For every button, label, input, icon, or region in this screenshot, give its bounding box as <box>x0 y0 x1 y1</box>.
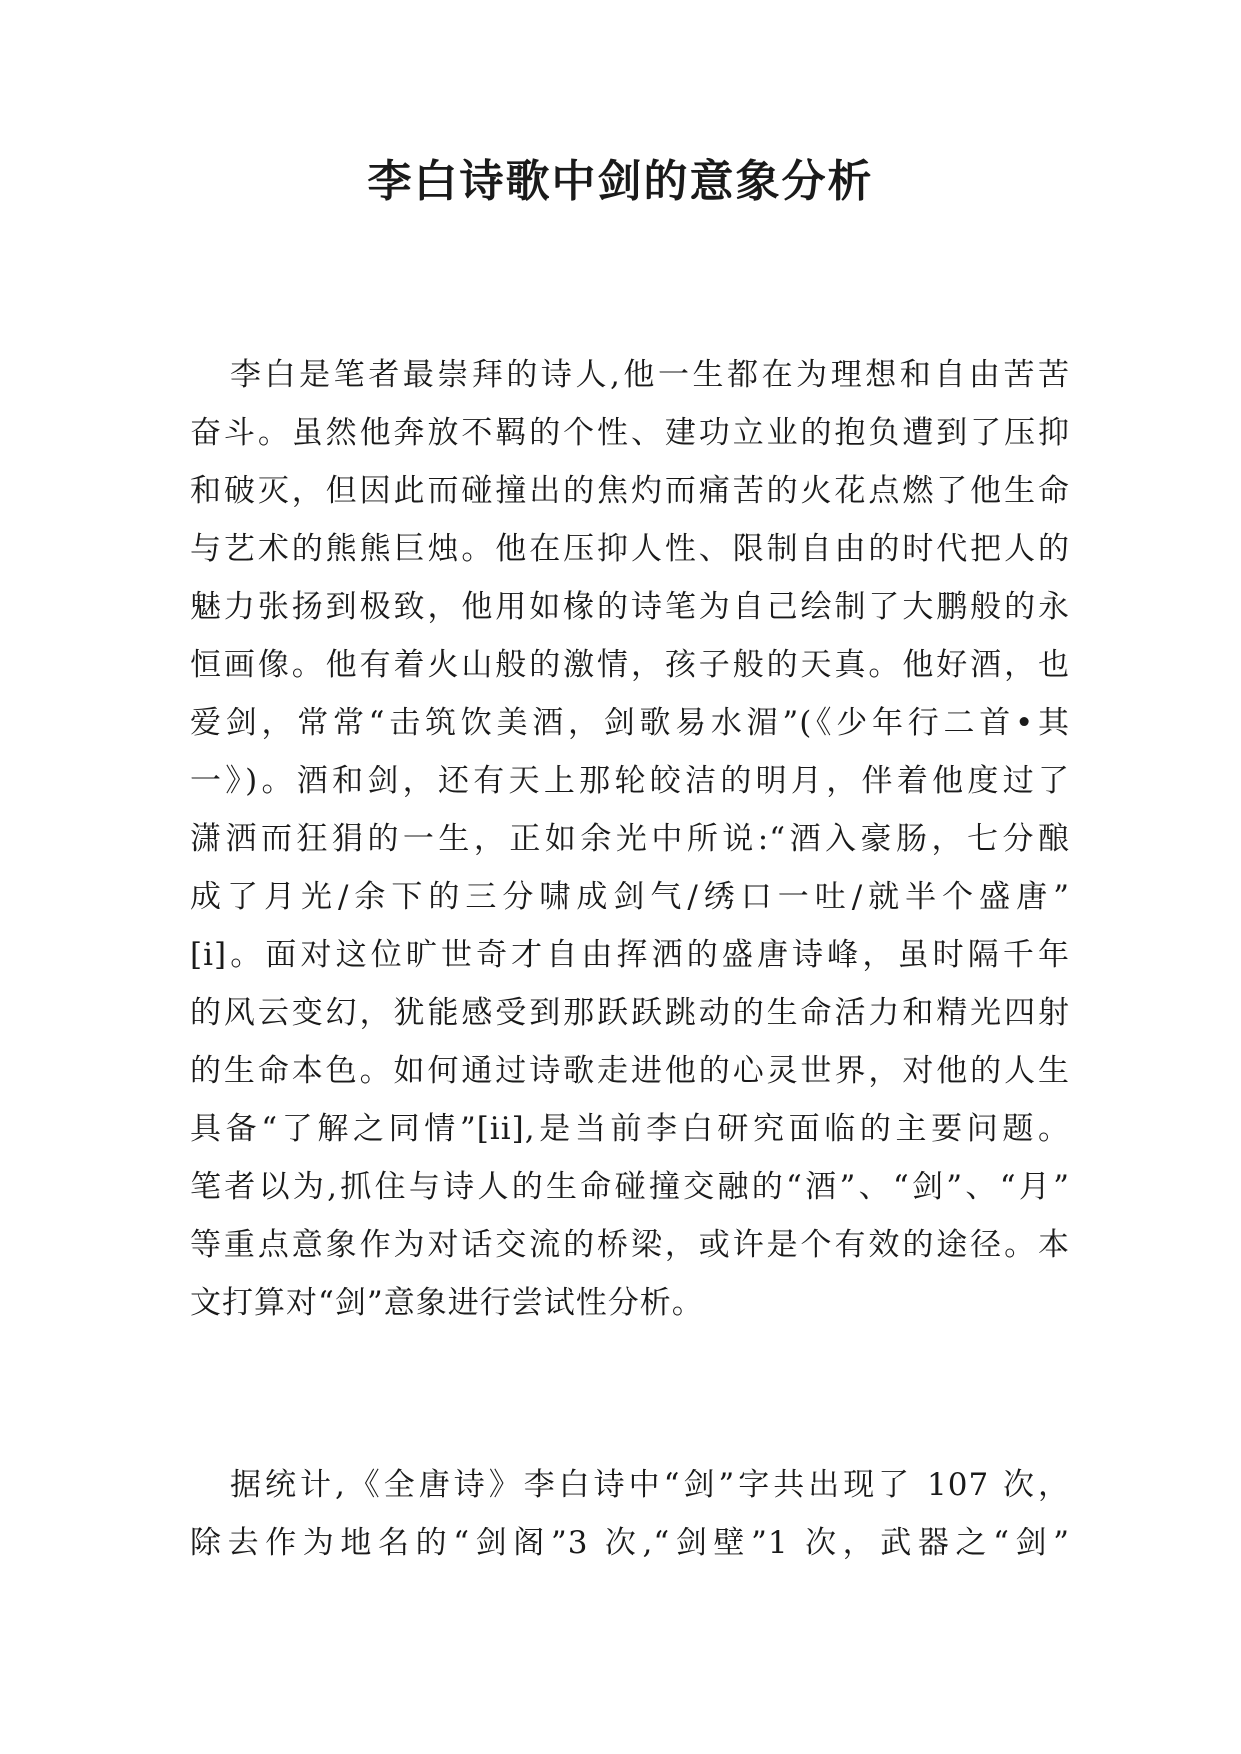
text-line: 李白是笔者最崇拜的诗人,他一生都在为理想和自由苦苦 <box>230 357 1070 393</box>
text-line: 据统计,《全唐诗》李白诗中“剑”字共出现了 107 次， <box>230 1467 1070 1503</box>
text-line: 文打算对“剑”意象进行尝试性分析。 <box>190 1285 704 1321</box>
text-line: 魅力张扬到极致，他用如椽的诗笔为自己绘制了大鹏般的永 <box>190 589 1070 625</box>
text-line: 的生命本色。如何通过诗歌走进他的心灵世界，对他的人生 <box>190 1053 1070 1089</box>
text-line: 一》)。酒和剑，还有天上那轮皎洁的明月，伴着他度过了 <box>190 763 1070 799</box>
paragraph-statistics <box>190 1456 1070 1572</box>
text-line: 奋斗。虽然他奔放不羁的个性、建功立业的抱负遭到了压抑 <box>190 415 1070 451</box>
text-line: 恒画像。他有着火山般的激情，孩子般的天真。他好酒，也 <box>190 647 1070 683</box>
document-title: 李白诗歌中剑的意象分析 <box>367 156 874 207</box>
text-line: 和破灭，但因此而碰撞出的焦灼而痛苦的火花点燃了他生命 <box>190 473 1070 509</box>
text-line: 等重点意象作为对话交流的桥梁，或许是个有效的途径。本 <box>190 1227 1070 1263</box>
text-line: 与艺术的熊熊巨烛。他在压抑人性、限制自由的时代把人的 <box>190 531 1070 567</box>
text-line: 爱剑，常常“击筑饮美酒，剑歌易水湄”(《少年行二首•其 <box>190 705 1070 741</box>
text-line: 笔者以为,抓住与诗人的生命碰撞交融的“酒”、“剑”、“月” <box>190 1169 1070 1205</box>
text-line: 成了月光/余下的三分啸成剑气/绣口一吐/就半个盛唐” <box>190 879 1070 915</box>
text-line: [i]。面对这位旷世奇才自由挥洒的盛唐诗峰，虽时隔千年 <box>190 937 1070 973</box>
text-line: 潇洒而狂狷的一生，正如余光中所说:“酒入豪肠，七分酿 <box>190 821 1070 857</box>
paragraph-intro <box>190 346 1070 1332</box>
text-line: 的风云变幻，犹能感受到那跃跃跳动的生命活力和精光四射 <box>190 995 1070 1031</box>
text-line: 具备“了解之同情”[ii],是当前李白研究面临的主要问题。 <box>190 1111 1070 1147</box>
text-line: 除去作为地名的“剑阁”3 次,“剑壁”1 次，武器之“剑” <box>190 1525 1070 1561</box>
